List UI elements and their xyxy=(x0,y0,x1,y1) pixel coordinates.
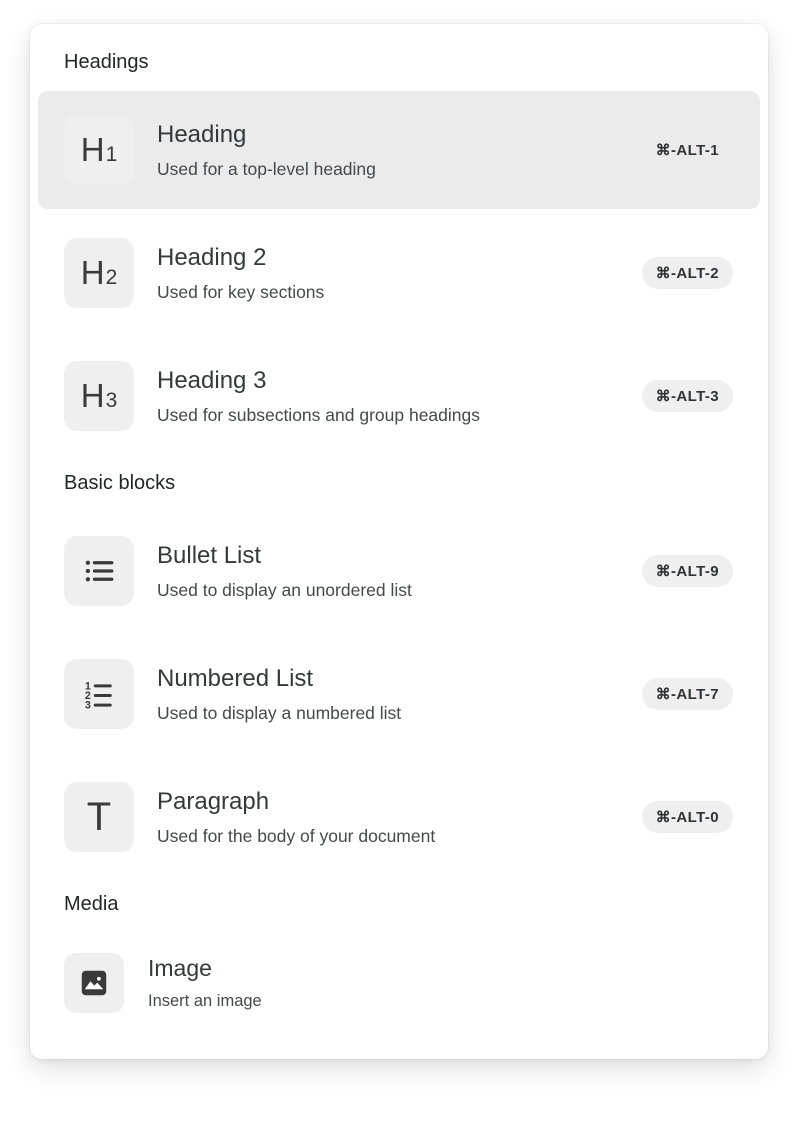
numbered-list-icon xyxy=(64,659,134,729)
menu-item-bullet-list[interactable] xyxy=(38,512,760,630)
shortcut-badge: ⌘-ALT-2 xyxy=(642,257,733,289)
item-title: Heading 3 xyxy=(157,366,267,394)
block-insert-menu xyxy=(30,24,768,1059)
shortcut-badge: ⌘-ALT-1 xyxy=(655,142,719,159)
item-description: Used for subsections and group headings xyxy=(157,404,480,425)
svg-text:1: 1 xyxy=(84,680,91,693)
menu-item-image[interactable] xyxy=(38,933,760,1033)
shortcut-badge: ⌘-ALT-3 xyxy=(642,380,733,412)
paragraph-icon: T xyxy=(64,782,134,852)
item-description: Used to display an unordered list xyxy=(157,579,412,600)
item-description: Used to display a numbered list xyxy=(157,702,402,723)
item-title: Numbered List xyxy=(157,664,314,692)
menu-item-heading-3[interactable] xyxy=(38,337,760,455)
item-title: Image xyxy=(148,955,212,981)
item-description: Used for key sections xyxy=(157,281,325,302)
svg-text:2: 2 xyxy=(84,690,91,703)
svg-text:3: 3 xyxy=(84,699,91,712)
bullet-list-icon xyxy=(64,536,134,606)
section-label-headings: Headings xyxy=(64,51,149,73)
section-label-media: Media xyxy=(64,893,119,915)
menu-item-heading-2[interactable] xyxy=(38,214,760,332)
section-label-basic-blocks: Basic blocks xyxy=(64,472,176,494)
item-description: Used for the body of your document xyxy=(157,825,436,846)
shortcut-badge: ⌘-ALT-0 xyxy=(642,801,733,833)
item-title: Heading xyxy=(157,120,247,148)
menu-item-heading-1[interactable] xyxy=(38,91,760,209)
item-description: Used for a top-level heading xyxy=(157,158,376,179)
item-title: Heading 2 xyxy=(157,243,267,271)
image-icon xyxy=(64,953,124,1013)
shortcut-badge: ⌘-ALT-9 xyxy=(642,555,733,587)
item-title: Paragraph xyxy=(157,787,270,815)
menu-item-paragraph[interactable] xyxy=(38,758,760,876)
h1-icon: H 1 xyxy=(64,115,134,185)
h2-icon: H 2 xyxy=(64,238,134,308)
shortcut-badge: ⌘-ALT-7 xyxy=(642,678,733,710)
item-description: Insert an image xyxy=(148,992,262,1010)
menu-item-numbered-list[interactable] xyxy=(38,635,760,753)
h3-icon: H 3 xyxy=(64,361,134,431)
item-title: Bullet List xyxy=(157,541,262,569)
